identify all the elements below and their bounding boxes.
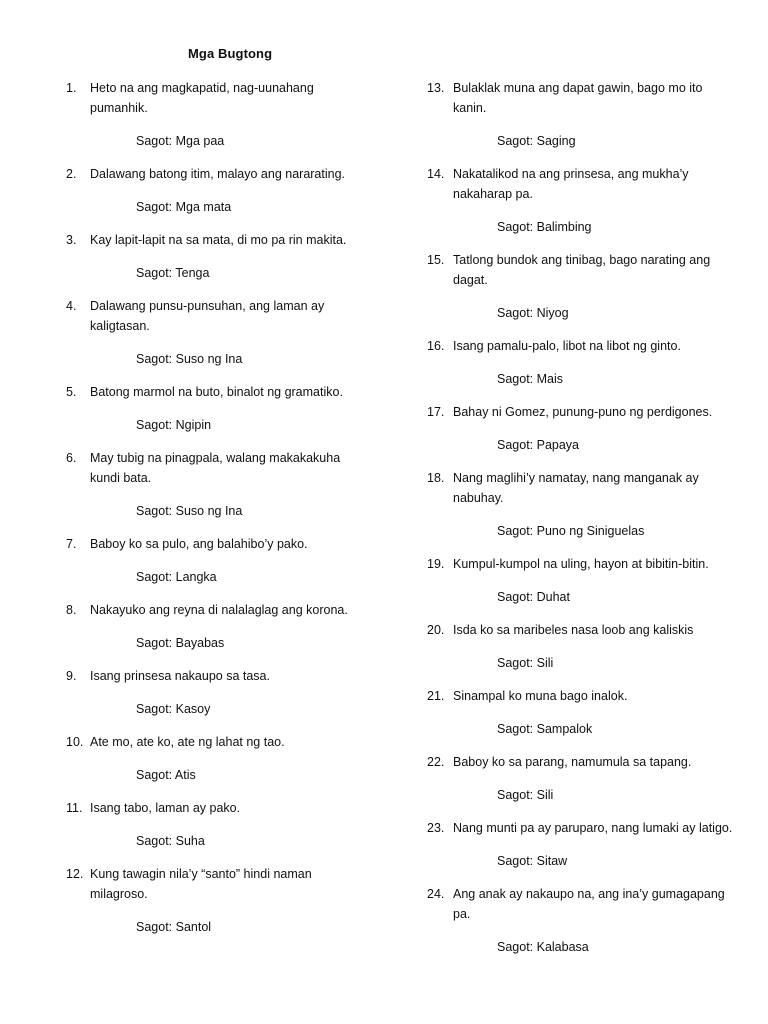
riddle-item — [66, 296, 366, 369]
riddle-answer: Sagot: Santol — [136, 920, 212, 934]
riddle-question — [66, 448, 366, 488]
riddle-item — [427, 250, 737, 323]
riddle-number: 12. — [66, 867, 84, 881]
riddle-answer: Sagot: Duhat — [497, 590, 570, 604]
riddle-number: 3. — [66, 233, 77, 247]
riddle-answer: Sagot: Sili — [497, 788, 554, 802]
riddle-answer: Sagot: Langka — [136, 570, 217, 584]
riddle-question — [66, 78, 366, 118]
riddle-number: 18. — [427, 471, 445, 485]
riddle-question — [427, 554, 737, 574]
riddle-question — [66, 666, 366, 686]
riddle-text: May tubig na pinagpala, walang makakakuha kundi bata. — [90, 451, 341, 485]
riddle-item — [66, 382, 366, 435]
riddle-question — [427, 620, 737, 640]
riddle-item — [66, 732, 366, 785]
riddle-number: 14. — [427, 167, 445, 181]
riddle-item — [66, 798, 366, 851]
riddle-question — [66, 534, 366, 554]
riddle-number: 16. — [427, 339, 445, 353]
riddle-column-right — [427, 78, 737, 970]
riddle-question — [427, 818, 737, 838]
riddle-answer: Sagot: Puno ng Siniguelas — [497, 524, 645, 538]
riddle-question — [427, 78, 737, 118]
riddle-text: Baboy ko sa pulo, ang balahibo’y pako. — [90, 537, 308, 551]
riddle-question — [66, 600, 366, 620]
riddle-answer: Sagot: Saging — [497, 134, 576, 148]
riddle-answer: Sagot: Mais — [497, 372, 564, 386]
riddle-answer: Sagot: Ngipin — [136, 418, 212, 432]
riddle-text: Heto na ang magkapatid, nag-uunahang pumanhik. — [90, 81, 314, 115]
riddle-number: 9. — [66, 669, 77, 683]
riddle-item — [66, 534, 366, 587]
riddle-item — [427, 554, 737, 607]
riddle-item — [427, 164, 737, 237]
riddle-question — [66, 230, 366, 250]
riddle-number: 23. — [427, 821, 445, 835]
riddle-text: Bahay ni Gomez, punung-puno ng perdigones. — [453, 405, 713, 419]
riddle-text: Nakayuko ang reyna di nalalaglag ang korona. — [90, 603, 348, 617]
riddle-text: Bulaklak muna ang dapat gawin, bago mo ito kanin. — [453, 81, 703, 115]
riddle-question — [427, 164, 737, 204]
riddle-number: 2. — [66, 167, 77, 181]
riddle-number: 17. — [427, 405, 445, 419]
riddle-text: Sinampal ko muna bago inalok. — [453, 689, 628, 703]
riddle-answer: Sagot: Papaya — [497, 438, 580, 452]
riddle-question — [427, 468, 737, 508]
riddle-answer: Sagot: Bayabas — [136, 636, 225, 650]
riddle-number: 13. — [427, 81, 445, 95]
riddle-question — [427, 402, 737, 422]
riddle-text: Kumpul-kumpol na uling, hayon at bibitin-bitin. — [453, 557, 709, 571]
riddle-answer: Sagot: Tenga — [136, 266, 210, 280]
riddle-number: 1. — [66, 81, 77, 95]
riddle-number: 4. — [66, 299, 77, 313]
riddle-item — [66, 78, 366, 151]
riddle-text: Ang anak ay nakaupo na, ang ina’y gumagapang pa. — [453, 887, 725, 921]
riddle-answer: Sagot: Sampalok — [497, 722, 593, 736]
riddle-item — [427, 402, 737, 455]
riddle-answer: Sagot: Suso ng Ina — [136, 504, 243, 518]
riddle-item — [66, 600, 366, 653]
riddle-number: 24. — [427, 887, 445, 901]
riddle-column-left — [66, 78, 366, 950]
riddle-number: 21. — [427, 689, 445, 703]
riddle-number: 10. — [66, 735, 84, 749]
riddle-text: Dalawang batong itim, malayo ang nararating. — [90, 167, 346, 181]
riddle-question — [66, 798, 366, 818]
riddle-item — [66, 666, 366, 719]
riddle-text: Nakatalikod na ang prinsesa, ang mukha’y nakaharap pa. — [453, 167, 689, 201]
riddle-item — [427, 620, 737, 673]
riddle-question — [66, 732, 366, 752]
riddle-answer: Sagot: Mga paa — [136, 134, 225, 148]
riddle-answer: Sagot: Kasoy — [136, 702, 211, 716]
riddle-item — [66, 864, 366, 937]
riddle-number: 20. — [427, 623, 445, 637]
riddle-answer: Sagot: Atis — [136, 768, 196, 782]
riddle-text: Dalawang punsu-punsuhan, ang laman ay kaligtasan. — [90, 299, 325, 333]
riddle-item — [427, 468, 737, 541]
riddle-answer: Sagot: Balimbing — [497, 220, 592, 234]
riddle-number: 11. — [66, 801, 83, 815]
riddle-number: 19. — [427, 557, 445, 571]
riddle-question — [427, 336, 737, 356]
riddle-text: Kung tawagin nila’y “santo” hindi naman milagroso. — [90, 867, 312, 901]
riddle-answer: Sagot: Sitaw — [497, 854, 568, 868]
riddle-question — [66, 164, 366, 184]
riddle-question — [427, 752, 737, 772]
riddle-item — [427, 78, 737, 151]
riddle-answer: Sagot: Suha — [136, 834, 205, 848]
riddle-item — [66, 230, 366, 283]
riddle-answer: Sagot: Sili — [497, 656, 554, 670]
riddle-text: Nang munti pa ay paruparo, nang lumaki ay latigo. — [453, 821, 733, 835]
riddle-number: 5. — [66, 385, 77, 399]
riddle-question — [427, 884, 737, 924]
riddle-answer: Sagot: Niyog — [497, 306, 569, 320]
riddle-text: Isang tabo, laman ay pako. — [90, 801, 241, 815]
riddle-item — [66, 448, 366, 521]
riddle-item — [427, 686, 737, 739]
riddle-item — [66, 164, 366, 217]
riddle-item — [427, 818, 737, 871]
riddle-item — [427, 884, 737, 957]
riddle-text: Kay lapit-lapit na sa mata, di mo pa rin makita. — [90, 233, 347, 247]
riddle-answer: Sagot: Suso ng Ina — [136, 352, 243, 366]
riddle-answer: Sagot: Kalabasa — [497, 940, 589, 954]
riddle-number: 22. — [427, 755, 445, 769]
riddle-text: Batong marmol na buto, binalot ng gramatiko. — [90, 385, 343, 399]
document-title: Mga Bugtong — [188, 46, 273, 61]
riddle-question — [427, 250, 737, 290]
riddle-text: Isang prinsesa nakaupo sa tasa. — [90, 669, 270, 683]
riddle-text: Tatlong bundok ang tinibag, bago narating ang dagat. — [453, 253, 711, 287]
riddle-item — [427, 336, 737, 389]
riddle-text: Nang maglihi’y namatay, nang manganak ay nabuhay. — [453, 471, 699, 505]
riddle-number: 8. — [66, 603, 77, 617]
riddle-question — [427, 686, 737, 706]
riddle-question — [66, 382, 366, 402]
riddle-text: Ate mo, ate ko, ate ng lahat ng tao. — [90, 735, 285, 749]
riddle-number: 15. — [427, 253, 445, 267]
riddle-text: Isda ko sa maribeles nasa loob ang kaliskis — [453, 623, 694, 637]
riddle-number: 7. — [66, 537, 77, 551]
riddle-text: Isang pamalu-palo, libot na libot ng ginto. — [453, 339, 681, 353]
riddle-text: Baboy ko sa parang, namumula sa tapang. — [453, 755, 692, 769]
riddle-question — [66, 864, 366, 904]
riddle-number: 6. — [66, 451, 77, 465]
riddle-question — [66, 296, 366, 336]
riddle-answer: Sagot: Mga mata — [136, 200, 232, 214]
riddle-item — [427, 752, 737, 805]
